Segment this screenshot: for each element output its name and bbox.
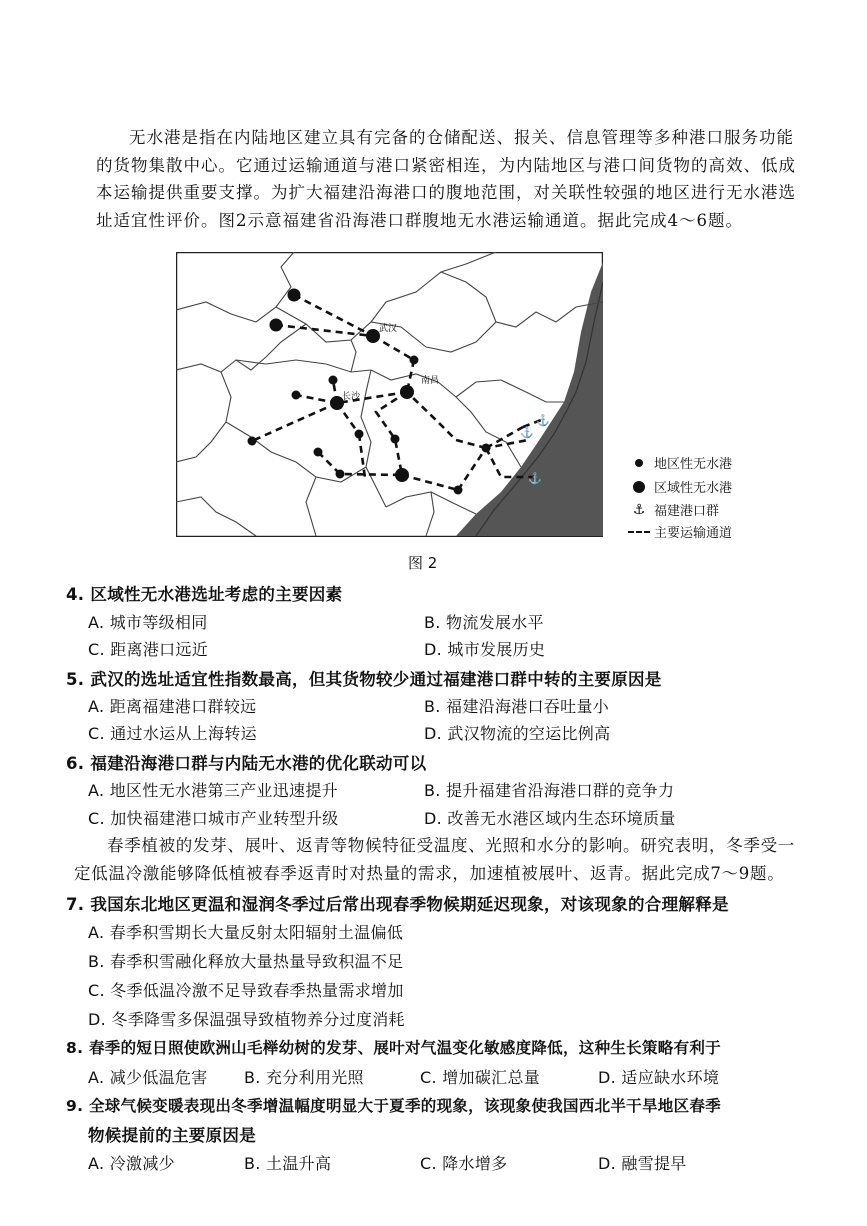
regional-dry-port-nanchang [400, 385, 414, 399]
q5-option-b: B. 福建沿海港口吞吐量小 [424, 697, 610, 716]
q8-option-c: C. 增加碳汇总量 [420, 1068, 541, 1087]
city-label-wuhan: 武汉 [379, 324, 398, 334]
q9-option-d: D. 融雪提早 [598, 1154, 687, 1173]
q8-option-b: B. 充分利用光照 [244, 1068, 364, 1087]
q9-stem-line2: 物候提前的主要原因是 [88, 1126, 256, 1145]
q5-option-d: D. 武汉物流的空运比例高 [424, 724, 611, 743]
large-dot-icon [633, 481, 645, 493]
anchor-icon: ⚓ [536, 414, 550, 427]
q7-option-d: D. 冬季降雪多保温强导致植物养分过度消耗 [88, 1010, 405, 1029]
q9-option-a: A. 冷激减少 [88, 1154, 175, 1173]
anchor-icon: ⚓ [632, 501, 646, 518]
q5-option-a: A. 距离福建港口群较远 [88, 697, 257, 716]
q5-stem: 5. 武汉的选址适宜性指数最高，但其货物较少通过福建港口群中转的主要原因是 [66, 670, 662, 689]
q8-stem: 8. 春季的短日照使欧洲山毛榉幼树的发芽、展叶对气温变化敏感度降低，这种生长策略有利于 [66, 1039, 721, 1057]
local-dry-port [248, 437, 257, 446]
q7-option-a: A. 春季积雪期长大量反射太阳辐射土温偏低 [88, 923, 404, 942]
q7-option-b: B. 春季积雪融化释放大量热量导致积温不足 [88, 952, 404, 971]
city-label-nanchang: 南昌 [421, 376, 440, 386]
q8-option-a: A. 减少低温危害 [88, 1068, 208, 1087]
small-dot-icon [635, 459, 643, 467]
port-map [176, 252, 603, 537]
q5-option-c: C. 通过水运从上海转运 [88, 724, 257, 743]
local-dry-port [454, 486, 463, 495]
local-dry-port [355, 430, 364, 439]
legend-regional: 区域性无水港 [628, 477, 732, 496]
local-dry-port [314, 448, 323, 457]
local-dry-port [410, 356, 419, 365]
legend-local: 地区性无水港 [628, 453, 732, 472]
local-dry-port [292, 391, 301, 400]
local-dry-port [336, 470, 345, 479]
regional-dry-port [395, 468, 409, 482]
q6-option-c: C. 加快福建港口城市产业转型升级 [88, 809, 339, 828]
q4-option-c: C. 距离港口远近 [88, 640, 209, 659]
local-dry-port [329, 376, 338, 385]
q4-stem: 4. 区域性无水港选址考虑的主要因素 [66, 585, 343, 604]
q7-option-c: C. 冬季低温冷激不足导致春季热量需求增加 [88, 981, 404, 1000]
dashed-line-icon [628, 531, 650, 533]
regional-dry-port [270, 319, 283, 332]
q6-option-b: B. 提升福建省沿海港口群的竞争力 [424, 781, 675, 800]
q6-option-a: A. 地区性无水港第三产业迅速提升 [88, 781, 338, 800]
q8-option-d: D. 适应缺水环境 [598, 1068, 720, 1087]
city-label-changsha: 长沙 [342, 392, 361, 402]
q6-stem: 6. 福建沿海港口群与内陆无水港的优化联动可以 [66, 754, 427, 773]
legend-port: ⚓ 福建港口群 [628, 500, 719, 519]
q6-option-d: D. 改善无水港区域内生态环境质量 [424, 809, 676, 828]
regional-dry-port [288, 289, 301, 302]
regional-dry-port-wuhan [366, 329, 380, 343]
intro-paragraph-1: 无水港是指在内陆地区建立具有完备的仓储配送、报关、信息管理等多种港口服务功能的货物集散中心。它通过运输通道与港口紧密相连，为内陆地区与港口间货物的高效、低成本运输提供重要支撑。为扩大福建沿海港口的腹地范围，对关联性较强的地区进行无水港选址适宜性评价。图2示意福建省沿海港口群腹地无水港运输通道。据此完成4～6题。 [96, 128, 796, 230]
q9-stem-line1: 9. 全球气候变暖表现出冬季增温幅度明显大于夏季的现象，该现象使我国西北半干旱地区春季 [66, 1097, 721, 1115]
intro-paragraph-2: 春季植被的发芽、展叶、返青等物候特征受温度、光照和水分的影响。研究表明，冬季受一定低温冷激能够降低植被春季返青时对热量的需求，加速植被展叶、返青。据此完成7～9题。 [74, 836, 795, 883]
figure-caption: 图 2 [408, 554, 438, 572]
local-dry-port [391, 435, 400, 444]
q7-stem: 7. 我国东北地区更温和湿润冬季过后常出现春季物候期延迟现象，对该现象的合理解释是 [66, 895, 729, 914]
q9-option-b: B. 土温升高 [244, 1154, 332, 1173]
anchor-icon: ⚓ [520, 426, 534, 439]
q4-option-d: D. 城市发展历史 [424, 640, 546, 659]
q4-option-a: A. 城市等级相同 [88, 613, 208, 632]
local-dry-port [482, 444, 491, 453]
q9-option-c: C. 降水增多 [420, 1154, 508, 1173]
legend-route: 主要运输通道 [628, 522, 732, 541]
q4-option-b: B. 物流发展水平 [424, 613, 544, 632]
anchor-icon: ⚓ [528, 472, 542, 485]
